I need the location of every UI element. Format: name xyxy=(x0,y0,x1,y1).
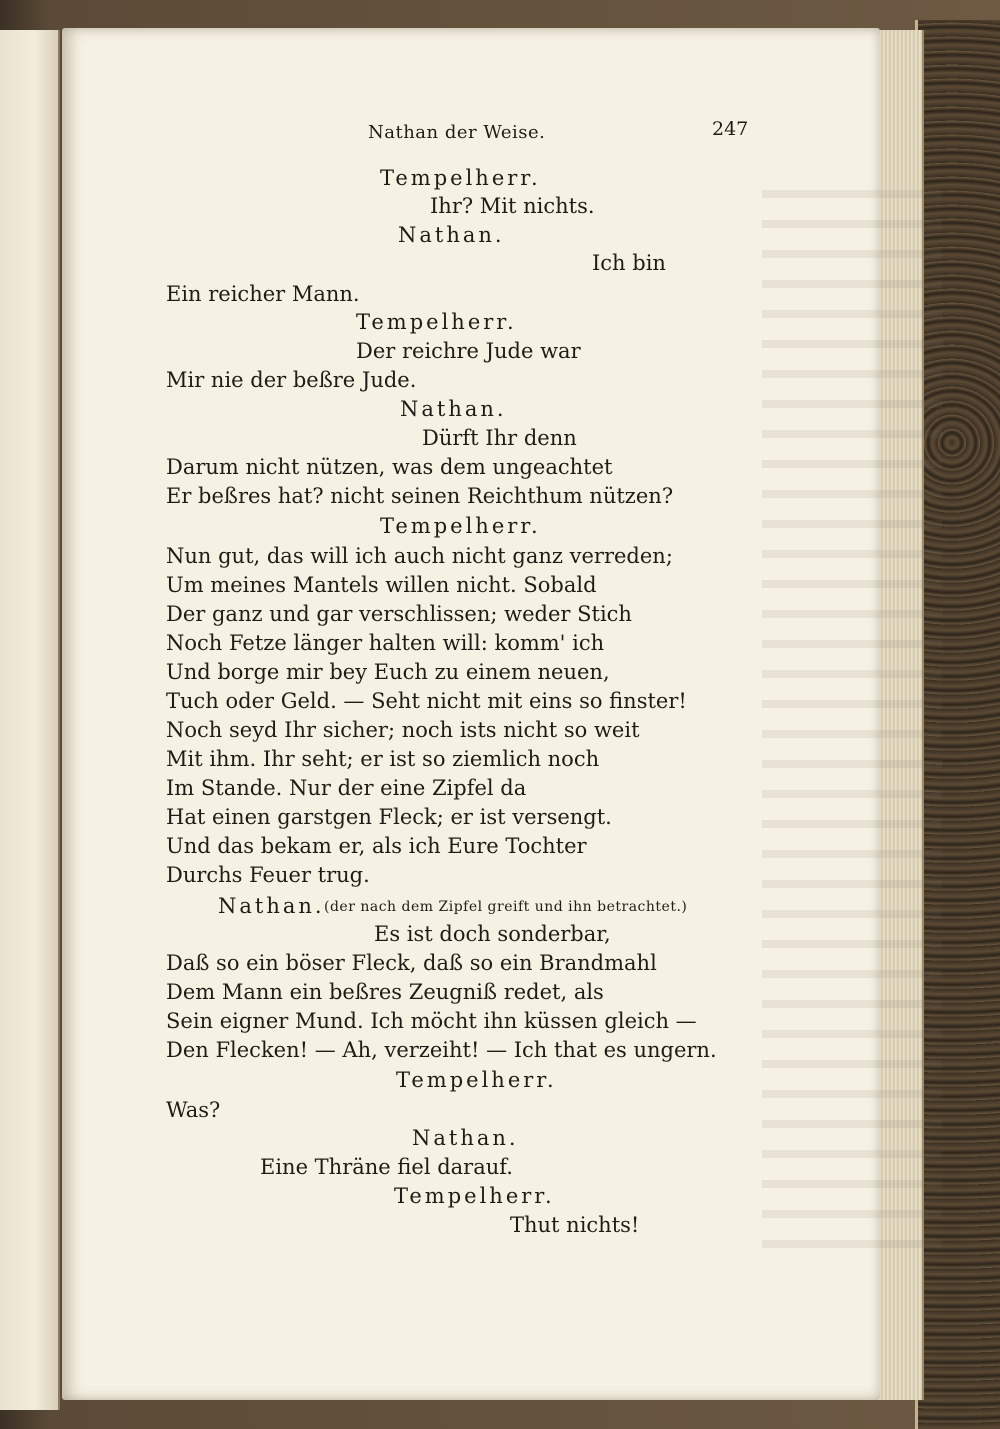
speaker-line: Nathan. xyxy=(398,223,505,247)
facing-page-edge xyxy=(0,30,60,1410)
speaker-line: Tempelherr. xyxy=(394,1184,555,1208)
verse-line: Ein reicher Mann. xyxy=(166,282,360,306)
book-cover-marbled xyxy=(915,20,1000,1429)
verse-line: Und das bekam er, als ich Eure Tochter xyxy=(166,834,587,858)
verse-line: Thut nichts! xyxy=(510,1213,640,1237)
page-number: 247 xyxy=(712,118,749,140)
stage-direction: (der nach dem Zipfel greift und ihn betrachtet.) xyxy=(324,899,688,915)
verse-line: Noch seyd Ihr sicher; noch ists nicht so weit xyxy=(166,718,640,742)
speaker-line: Tempelherr. xyxy=(396,1068,557,1092)
verse-line: Tuch oder Geld. — Seht nicht mit eins so finster! xyxy=(166,689,687,713)
verse-line: Hat einen garstgen Fleck; er ist versengt. xyxy=(166,805,612,829)
verse-line: Sein eigner Mund. Ich möcht ihn küssen gleich — xyxy=(166,1009,697,1033)
verse-line: Noch Fetze länger halten will: komm' ich xyxy=(166,631,605,655)
verse-line: Und borge mir bey Euch zu einem neuen, xyxy=(166,660,610,684)
verse-line: Was? xyxy=(166,1098,221,1122)
speaker-line: Tempelherr. xyxy=(380,514,541,538)
verse-line: Daß so ein böser Fleck, daß so ein Brandmahl xyxy=(166,951,657,975)
verse-line: Er beßres hat? nicht seinen Reichthum nützen? xyxy=(166,484,674,508)
verse-line: Ihr? Mit nichts. xyxy=(430,194,595,218)
verse-line: Ich bin xyxy=(592,251,666,275)
verse-line: Mir nie der beßre Jude. xyxy=(166,368,417,392)
verse-line: Im Stande. Nur der eine Zipfel da xyxy=(166,776,527,800)
speaker-line: Nathan. xyxy=(218,894,325,918)
verse-line: Es ist doch sonderbar, xyxy=(374,922,611,946)
verse-line: Dem Mann ein beßres Zeugniß redet, als xyxy=(166,980,604,1004)
verse-line: Dürft Ihr denn xyxy=(422,426,577,450)
verse-line: Nun gut, das will ich auch nicht ganz verreden; xyxy=(166,544,673,568)
verse-line: Mit ihm. Ihr seht; er ist so ziemlich noch xyxy=(166,747,600,771)
speaker-line: Tempelherr. xyxy=(380,166,541,190)
verse-line: Den Flecken! — Ah, verzeiht! — Ich that es ungern. xyxy=(166,1038,717,1062)
speaker-line: Nathan. xyxy=(412,1126,519,1150)
verse-line: Um meines Mantels willen nicht. Sobald xyxy=(166,573,597,597)
speaker-line: Nathan. xyxy=(400,397,507,421)
book-page xyxy=(62,28,880,1400)
verse-line: Der ganz und gar verschlissen; weder Stich xyxy=(166,602,632,626)
speaker-line: Tempelherr. xyxy=(356,310,517,334)
verse-line: Darum nicht nützen, was dem ungeachtet xyxy=(166,455,613,479)
verse-line: Eine Thräne fiel darauf. xyxy=(260,1155,513,1179)
verse-line: Der reichre Jude war xyxy=(356,339,581,363)
running-title: Nathan der Weise. xyxy=(368,122,546,143)
verse-line: Durchs Feuer trug. xyxy=(166,863,370,887)
